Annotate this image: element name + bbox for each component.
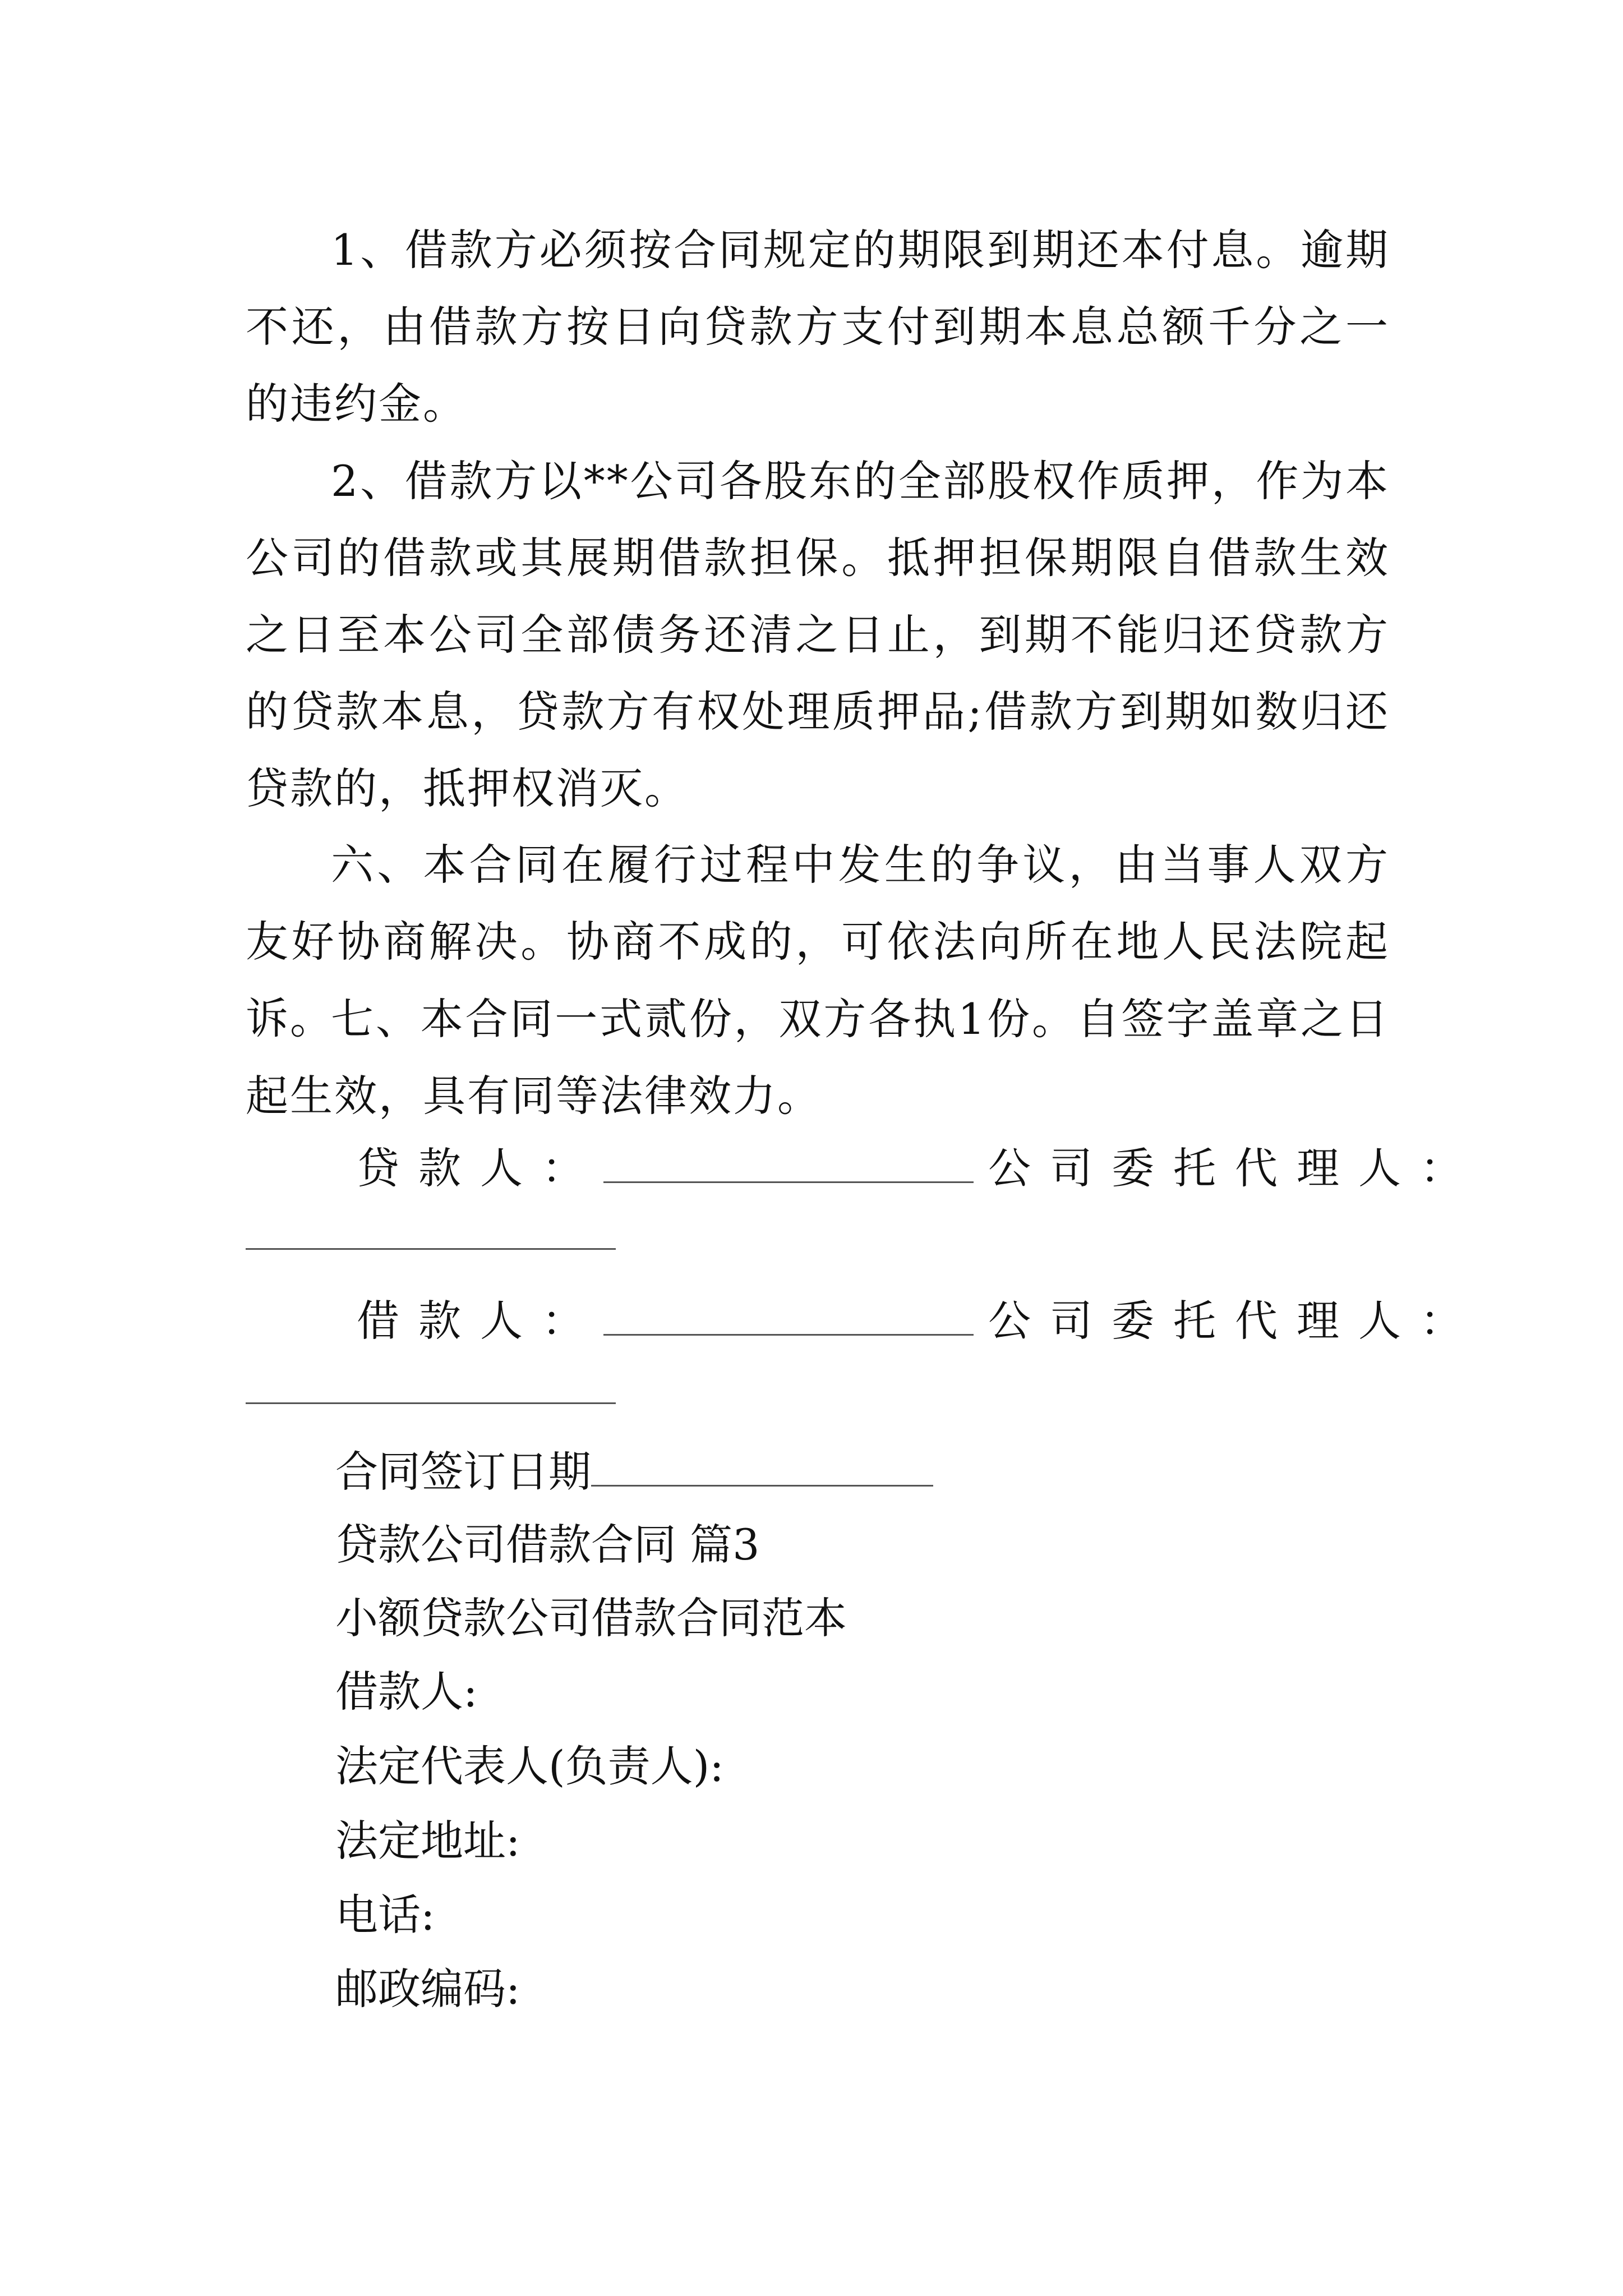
clause-dispute: 六、本合同在履行过程中发生的争议，由当事人双方友好协商解决。协商不成的，可依法向所在地人民法院起诉。 xyxy=(246,840,1390,1043)
borrower-signature-line xyxy=(357,1290,1482,1352)
field-legal-rep: 法定代表人(负责人): xyxy=(335,1741,724,1791)
lender-blank xyxy=(603,1148,974,1183)
lender-signature-line xyxy=(357,1138,1482,1199)
borrower-agent-label: 公司委托代理人： xyxy=(988,1296,1482,1346)
field-postcode: 邮政编码: xyxy=(335,1964,520,2014)
sign-date-label: 合同签订日期 xyxy=(335,1447,591,1497)
borrower-agent-blank xyxy=(246,1402,616,1404)
clause-pledge: 2、借款方以**公司各股东的全部股权作质押，作为本公司的借款或其展期借款担保。抵押担保期限自借款生效之日至本公司全部债务还清之日止，到期不能归还贷款方的贷款本息，贷款方有权处理质押品;借款方到期如数归还贷款的，抵押权消灭。 xyxy=(246,456,1390,813)
lender-label: 贷款人： xyxy=(357,1143,603,1193)
contract-subtitle: 小额贷款公司借款合同范本 xyxy=(335,1593,847,1643)
field-borrower: 借款人: xyxy=(335,1667,478,1717)
lender-agent-blank xyxy=(246,1248,616,1250)
borrower-blank xyxy=(603,1300,974,1336)
lender-agent-label: 公司委托代理人： xyxy=(988,1143,1482,1193)
section-heading: 贷款公司借款合同 篇3 xyxy=(335,1520,760,1570)
clause-copies: 七、本合同一式贰份，双方各执1份。自签字盖章之日起生效，具有同等法律效力。 xyxy=(246,994,1390,1121)
sign-date-line xyxy=(335,1441,933,1503)
field-legal-address: 法定地址: xyxy=(335,1816,520,1866)
borrower-label: 借款人： xyxy=(357,1296,603,1346)
field-phone: 电话: xyxy=(335,1890,435,1940)
sign-date-blank xyxy=(591,1451,933,1487)
clause-repayment: 1、借款方必须按合同规定的期限到期还本付息。逾期不还，由借款方按日向贷款方支付到期本息总额千分之一的违约金。 xyxy=(246,225,1390,429)
